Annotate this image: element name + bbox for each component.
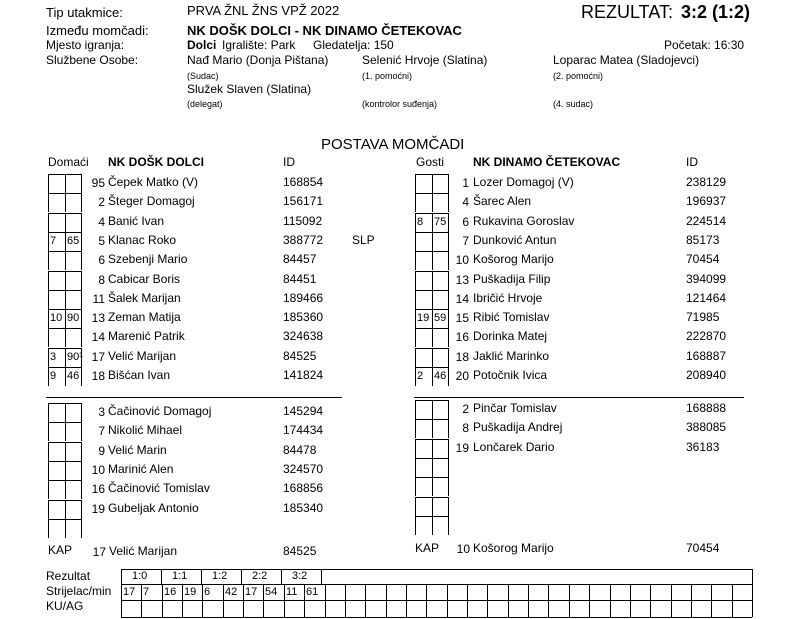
home-player-name: Velić Marin <box>108 443 167 457</box>
away-mark-box-a <box>415 497 432 516</box>
home-shirt-number: 13 <box>91 311 105 325</box>
home-sub-player-number: 9 <box>50 370 57 382</box>
away-player-id: 71985 <box>686 310 720 324</box>
home-mark-box-a <box>48 251 65 270</box>
spectators: Gledatelja: 150 <box>313 38 394 52</box>
home-mark-box-b <box>65 213 82 232</box>
official-role: (2. pomoćni) <box>553 71 604 81</box>
home-shirt-number: 6 <box>98 253 105 267</box>
away-player-id: 208940 <box>686 368 727 382</box>
away-captain-label: KAP <box>415 541 440 555</box>
home-shirt-number: 18 <box>91 369 105 383</box>
final-result: 3:2 (1:2) <box>681 2 751 22</box>
home-subs-divider <box>46 397 342 398</box>
home-player-id: 84525 <box>283 349 317 363</box>
grid-line <box>263 584 264 617</box>
home-mark-box-a <box>48 174 65 193</box>
scorer-minute-cell: 17 <box>245 586 258 598</box>
home-captain-label: KAP <box>48 543 73 557</box>
home-player-id: 156171 <box>283 194 324 208</box>
grid-line <box>528 584 529 617</box>
home-shirt-number: 95 <box>91 176 105 190</box>
home-shirt-number: 11 <box>92 292 105 306</box>
away-shirt-number: 15 <box>455 311 469 325</box>
home-shirt-number: 2 <box>98 195 105 209</box>
home-captain-id: 84525 <box>283 544 317 558</box>
home-sub-minute: 46 <box>67 370 80 382</box>
home-mark-box-b <box>65 290 82 309</box>
away-mark-box-a <box>415 328 432 347</box>
home-player-id: 168856 <box>283 481 324 495</box>
home-mark-box-a <box>48 290 65 309</box>
home-player-name: Velić Marijan <box>108 349 177 363</box>
away-player-name: Potočnik Ivica <box>473 368 548 382</box>
home-player-id: 185360 <box>283 310 324 324</box>
start-time: Početak: 16:30 <box>664 38 745 52</box>
home-player-name: Nikolić Mihael <box>108 423 183 437</box>
home-sub-minute: 90¹ <box>67 351 83 363</box>
scorer-minute-cell: 16 <box>164 586 177 598</box>
away-shirt-number: 13 <box>455 273 469 287</box>
venue-ground: Igralište: Park <box>222 38 296 52</box>
home-shirt-number: 9 <box>98 444 105 458</box>
home-mark-box-a <box>48 422 65 441</box>
home-mark-box-a <box>48 500 65 519</box>
home-player-name: Szebenji Mario <box>108 252 188 266</box>
home-player-name: Gubeljak Antonio <box>108 501 199 515</box>
home-mark-box-b <box>65 174 82 193</box>
match-type-label: Tip utakmice: <box>46 5 123 20</box>
official-name: Služek Slaven (Slatina) <box>187 82 312 96</box>
away-shirt-number: 6 <box>462 215 469 229</box>
home-sub-player-number: 7 <box>50 235 57 247</box>
home-mark-box-b <box>65 403 82 422</box>
grid-line <box>325 584 326 617</box>
home-player-name: Čepek Matko (V) <box>108 175 199 189</box>
lineup-title: POSTAVA MOMČADI <box>321 136 465 153</box>
away-mark-box-a <box>415 348 432 367</box>
venue-label: Mjesto igranja: <box>46 38 125 52</box>
home-player-name: Čačinović Tomislav <box>108 481 210 495</box>
grid-line <box>508 584 509 617</box>
away-mark-box-a <box>415 516 432 535</box>
grid-line <box>671 584 672 617</box>
home-player-name: Cabicar Boris <box>108 272 181 286</box>
venue-town: Dolci <box>187 38 217 52</box>
grid-line <box>121 584 752 585</box>
away-player-name: Dunković Antun <box>473 233 557 247</box>
home-sub-minute: 65 <box>67 235 80 247</box>
away-subs-divider <box>414 397 744 398</box>
grid-line <box>548 584 549 617</box>
home-shirt-number: 7 <box>98 424 105 438</box>
away-sub-player-number: 8 <box>417 216 424 228</box>
away-id-header: ID <box>686 155 698 169</box>
grid-line <box>141 584 142 617</box>
away-player-id: 168888 <box>686 401 727 415</box>
away-mark-box-a <box>415 477 432 496</box>
away-player-name: Pinčar Tomislav <box>473 401 557 415</box>
grid-line <box>589 584 590 617</box>
grid-line <box>162 584 163 617</box>
home-mark-box-b <box>65 519 82 538</box>
grid-line <box>345 584 346 617</box>
officials-label: Službene Osobe: <box>46 53 139 67</box>
away-mark-box-b <box>432 516 449 535</box>
away-mark-box-a <box>415 174 432 193</box>
grid-line <box>121 569 122 584</box>
home-mark-box-a <box>48 403 65 422</box>
home-mark-box-b <box>65 480 82 499</box>
grid-line <box>630 584 631 617</box>
home-mark-box-b <box>65 328 82 347</box>
away-player-id: 168887 <box>686 349 727 363</box>
home-mark-box-a <box>48 271 65 290</box>
away-player-id: 85173 <box>686 233 720 247</box>
score-cell: 1:1 <box>172 570 188 582</box>
away-player-name: Lozer Domagoj (V) <box>473 175 574 189</box>
home-mark-box-a <box>48 480 65 499</box>
home-mark-box-b <box>65 251 82 270</box>
home-player-name: Marenić Patrik <box>108 329 185 343</box>
official-role: (kontrolor suđenja) <box>362 99 438 109</box>
home-shirt-number: 16 <box>91 482 105 496</box>
official-name: Loparac Matea (Sladojevci) <box>553 53 700 67</box>
grid-line <box>201 569 202 584</box>
home-mark-box-a <box>48 442 65 461</box>
away-shirt-number: 20 <box>455 369 469 383</box>
official-name: Selenić Hrvoje (Slatina) <box>362 53 488 67</box>
home-player-id: 84457 <box>283 252 317 266</box>
away-player-name: Jaklić Marinko <box>473 349 550 363</box>
grid-line <box>732 584 733 617</box>
away-sub-minute: 59 <box>434 312 447 324</box>
away-team-name: NK DINAMO ČETEKOVAC <box>473 155 621 169</box>
home-mark-box-a <box>48 193 65 212</box>
away-player-id: 224514 <box>686 214 727 228</box>
away-mark-box-b <box>432 477 449 496</box>
home-mark-box-a <box>48 328 65 347</box>
away-mark-box-a <box>415 271 432 290</box>
score-cell: 3:2 <box>292 570 308 582</box>
home-player-id: 141824 <box>283 368 324 382</box>
home-player-name: Zeman Matija <box>108 310 181 324</box>
grid-line <box>406 584 407 617</box>
away-player-name: Lončarek Dario <box>473 440 555 454</box>
official-role: (1. pomoćni) <box>362 71 413 81</box>
away-player-id: 121464 <box>686 291 727 305</box>
home-player-id: 84478 <box>283 443 317 457</box>
grid-line <box>610 584 611 617</box>
grid-line <box>691 584 692 617</box>
home-player-id: 324638 <box>283 329 324 343</box>
away-player-id: 70454 <box>686 252 720 266</box>
scorer-minute-cell: 19 <box>184 586 197 598</box>
away-mark-box-a <box>415 439 432 458</box>
home-player-name: Čačinović Domagoj <box>108 404 212 418</box>
home-player-name: Klanac Roko <box>108 233 177 247</box>
away-shirt-number: 8 <box>462 421 469 435</box>
home-side-label: Domaći <box>48 155 89 169</box>
grid-line <box>487 584 488 617</box>
grid-line <box>281 569 282 584</box>
grid-line <box>243 584 244 617</box>
away-mark-box-a <box>415 400 432 419</box>
away-player-name: Puškadija Andrej <box>473 420 563 434</box>
home-player-id: 324570 <box>283 462 324 476</box>
away-shirt-number: 16 <box>455 330 469 344</box>
home-player-name: Banić Ivan <box>108 214 165 228</box>
cards-row-label: KU/AG <box>46 599 84 613</box>
home-mark-box-a <box>48 213 65 232</box>
scorer-minute-cell: 11 <box>286 586 298 598</box>
slp-label: SLP <box>352 233 375 247</box>
away-shirt-number: 4 <box>462 195 469 209</box>
grid-line <box>202 584 203 617</box>
scorer-minute-cell: 54 <box>265 586 278 598</box>
home-player-id: 84451 <box>283 272 317 286</box>
home-captain-number: 17 <box>92 545 106 559</box>
grid-line <box>650 584 651 617</box>
grid-line <box>121 600 752 601</box>
away-mark-box-b <box>432 458 449 477</box>
away-shirt-number: 19 <box>455 441 469 455</box>
away-mark-box-a <box>415 458 432 477</box>
away-player-id: 36183 <box>686 440 720 454</box>
away-player-name: Ibričić Hrvoje <box>473 291 543 305</box>
away-player-id: 196937 <box>686 194 727 208</box>
official-role: (4. sudac) <box>553 99 594 109</box>
away-sub-player-number: 2 <box>417 370 424 382</box>
home-player-name: Bišćan Ivan <box>108 368 171 382</box>
home-sub-minute: 90 <box>67 312 80 324</box>
home-team-name: NK DOŠK DOLCI <box>108 155 204 169</box>
home-player-id: 388772 <box>283 233 324 247</box>
home-player-id: 115092 <box>283 214 323 228</box>
grid-line <box>161 569 162 584</box>
match-teams: NK DOŠK DOLCI - NK DINAMO ČETEKOVAC <box>187 23 462 38</box>
result-label: REZULTAT: <box>581 2 674 22</box>
away-shirt-number: 14 <box>455 292 469 306</box>
grid-line <box>386 584 387 617</box>
score-cell: 2:2 <box>252 570 268 582</box>
home-captain-name: Velić Marijan <box>109 544 178 558</box>
away-shirt-number: 1 <box>462 176 469 190</box>
away-mark-box-a <box>415 419 432 438</box>
away-side-label: Gosti <box>416 155 445 169</box>
home-mark-box-b <box>65 500 82 519</box>
scorer-minute-cell: 42 <box>225 586 238 598</box>
away-player-name: Šarec Alen <box>473 194 532 208</box>
away-sub-minute: 75 <box>434 216 447 228</box>
away-mark-box-a <box>415 251 432 270</box>
home-player-id: 189466 <box>283 291 324 305</box>
home-mark-box-a <box>48 461 65 480</box>
home-shirt-number: 17 <box>91 350 105 364</box>
away-sub-player-number: 19 <box>417 312 430 324</box>
home-shirt-number: 10 <box>91 463 105 477</box>
grid-line <box>711 584 712 617</box>
scorer-minute-cell: 61 <box>306 586 319 598</box>
home-shirt-number: 5 <box>98 234 105 248</box>
score-cell: 1:0 <box>132 570 148 582</box>
home-shirt-number: 14 <box>91 330 105 344</box>
official-role: (delegat) <box>187 99 223 109</box>
home-mark-box-b <box>65 271 82 290</box>
home-id-header: ID <box>283 155 295 169</box>
home-mark-box-a <box>48 519 65 538</box>
away-player-id: 394099 <box>686 272 727 286</box>
home-shirt-number: 8 <box>98 273 105 287</box>
home-player-id: 168854 <box>283 175 324 189</box>
away-player-name: Košorog Marijo <box>473 252 554 266</box>
match-type: PRVA ŽNL ŽNS VPŽ 2022 <box>187 3 340 18</box>
grid-line <box>121 584 122 617</box>
grid-line <box>426 584 427 617</box>
away-shirt-number: 10 <box>455 253 469 267</box>
away-player-id: 238129 <box>686 175 727 189</box>
grid-line <box>447 584 448 617</box>
score-cell: 1:2 <box>212 570 228 582</box>
away-captain-id: 70454 <box>686 541 720 555</box>
away-player-name: Puškadija Filip <box>473 272 551 286</box>
grid-line <box>223 584 224 617</box>
away-mark-box-b <box>432 497 449 516</box>
away-player-name: Rukavina Goroslav <box>473 214 575 228</box>
home-mark-box-b <box>65 461 82 480</box>
home-player-name: Šteger Domagoj <box>108 194 195 208</box>
away-player-name: Ribić Tomislav <box>473 310 550 324</box>
scorer-minute-cell: 6 <box>204 586 211 598</box>
grid-bottom-line <box>121 617 752 618</box>
grid-line <box>365 584 366 617</box>
scorer-minute-cell: 7 <box>143 586 150 598</box>
grid-line <box>321 569 322 584</box>
home-sub-player-number: 10 <box>50 312 63 324</box>
away-player-id: 388085 <box>686 420 727 434</box>
official-name: Nađ Mario (Donja Pištana) <box>187 53 329 67</box>
away-player-id: 222870 <box>686 329 727 343</box>
home-mark-box-b <box>65 442 82 461</box>
away-shirt-number: 18 <box>455 350 469 364</box>
home-shirt-number: 3 <box>98 405 105 419</box>
grid-line <box>284 584 285 617</box>
home-shirt-number: 19 <box>91 502 105 516</box>
official-role: (Sudac) <box>187 71 219 81</box>
result-row-label: Rezultat <box>46 569 91 583</box>
grid-line <box>304 584 305 617</box>
grid-line <box>241 569 242 584</box>
away-mark-box-a <box>415 290 432 309</box>
grid-line <box>467 584 468 617</box>
away-mark-box-a <box>415 232 432 251</box>
away-player-name: Dorinka Matej <box>473 329 548 343</box>
home-player-id: 174434 <box>283 423 324 437</box>
grid-line <box>182 584 183 617</box>
teams-label: Između momčadi: <box>46 23 149 38</box>
home-sub-player-number: 3 <box>50 351 57 363</box>
scorer-minute-cell: 17 <box>123 586 136 598</box>
away-shirt-number: 2 <box>462 402 469 416</box>
home-player-name: Šalek Marijan <box>108 291 181 305</box>
grid-line <box>752 569 753 617</box>
home-player-id: 185340 <box>283 501 324 515</box>
away-captain-number: 10 <box>456 542 470 556</box>
home-mark-box-b <box>65 422 82 441</box>
home-player-name: Marinić Alen <box>108 462 174 476</box>
home-shirt-number: 4 <box>98 215 105 229</box>
away-captain-name: Košorog Marijo <box>473 541 554 555</box>
home-mark-box-b <box>65 193 82 212</box>
away-sub-minute: 46 <box>434 370 447 382</box>
away-mark-box-a <box>415 193 432 212</box>
grid-line <box>569 584 570 617</box>
home-player-id: 145294 <box>283 404 324 418</box>
scorer-row-label: Strijelac/min <box>46 584 112 598</box>
away-shirt-number: 7 <box>462 234 469 248</box>
